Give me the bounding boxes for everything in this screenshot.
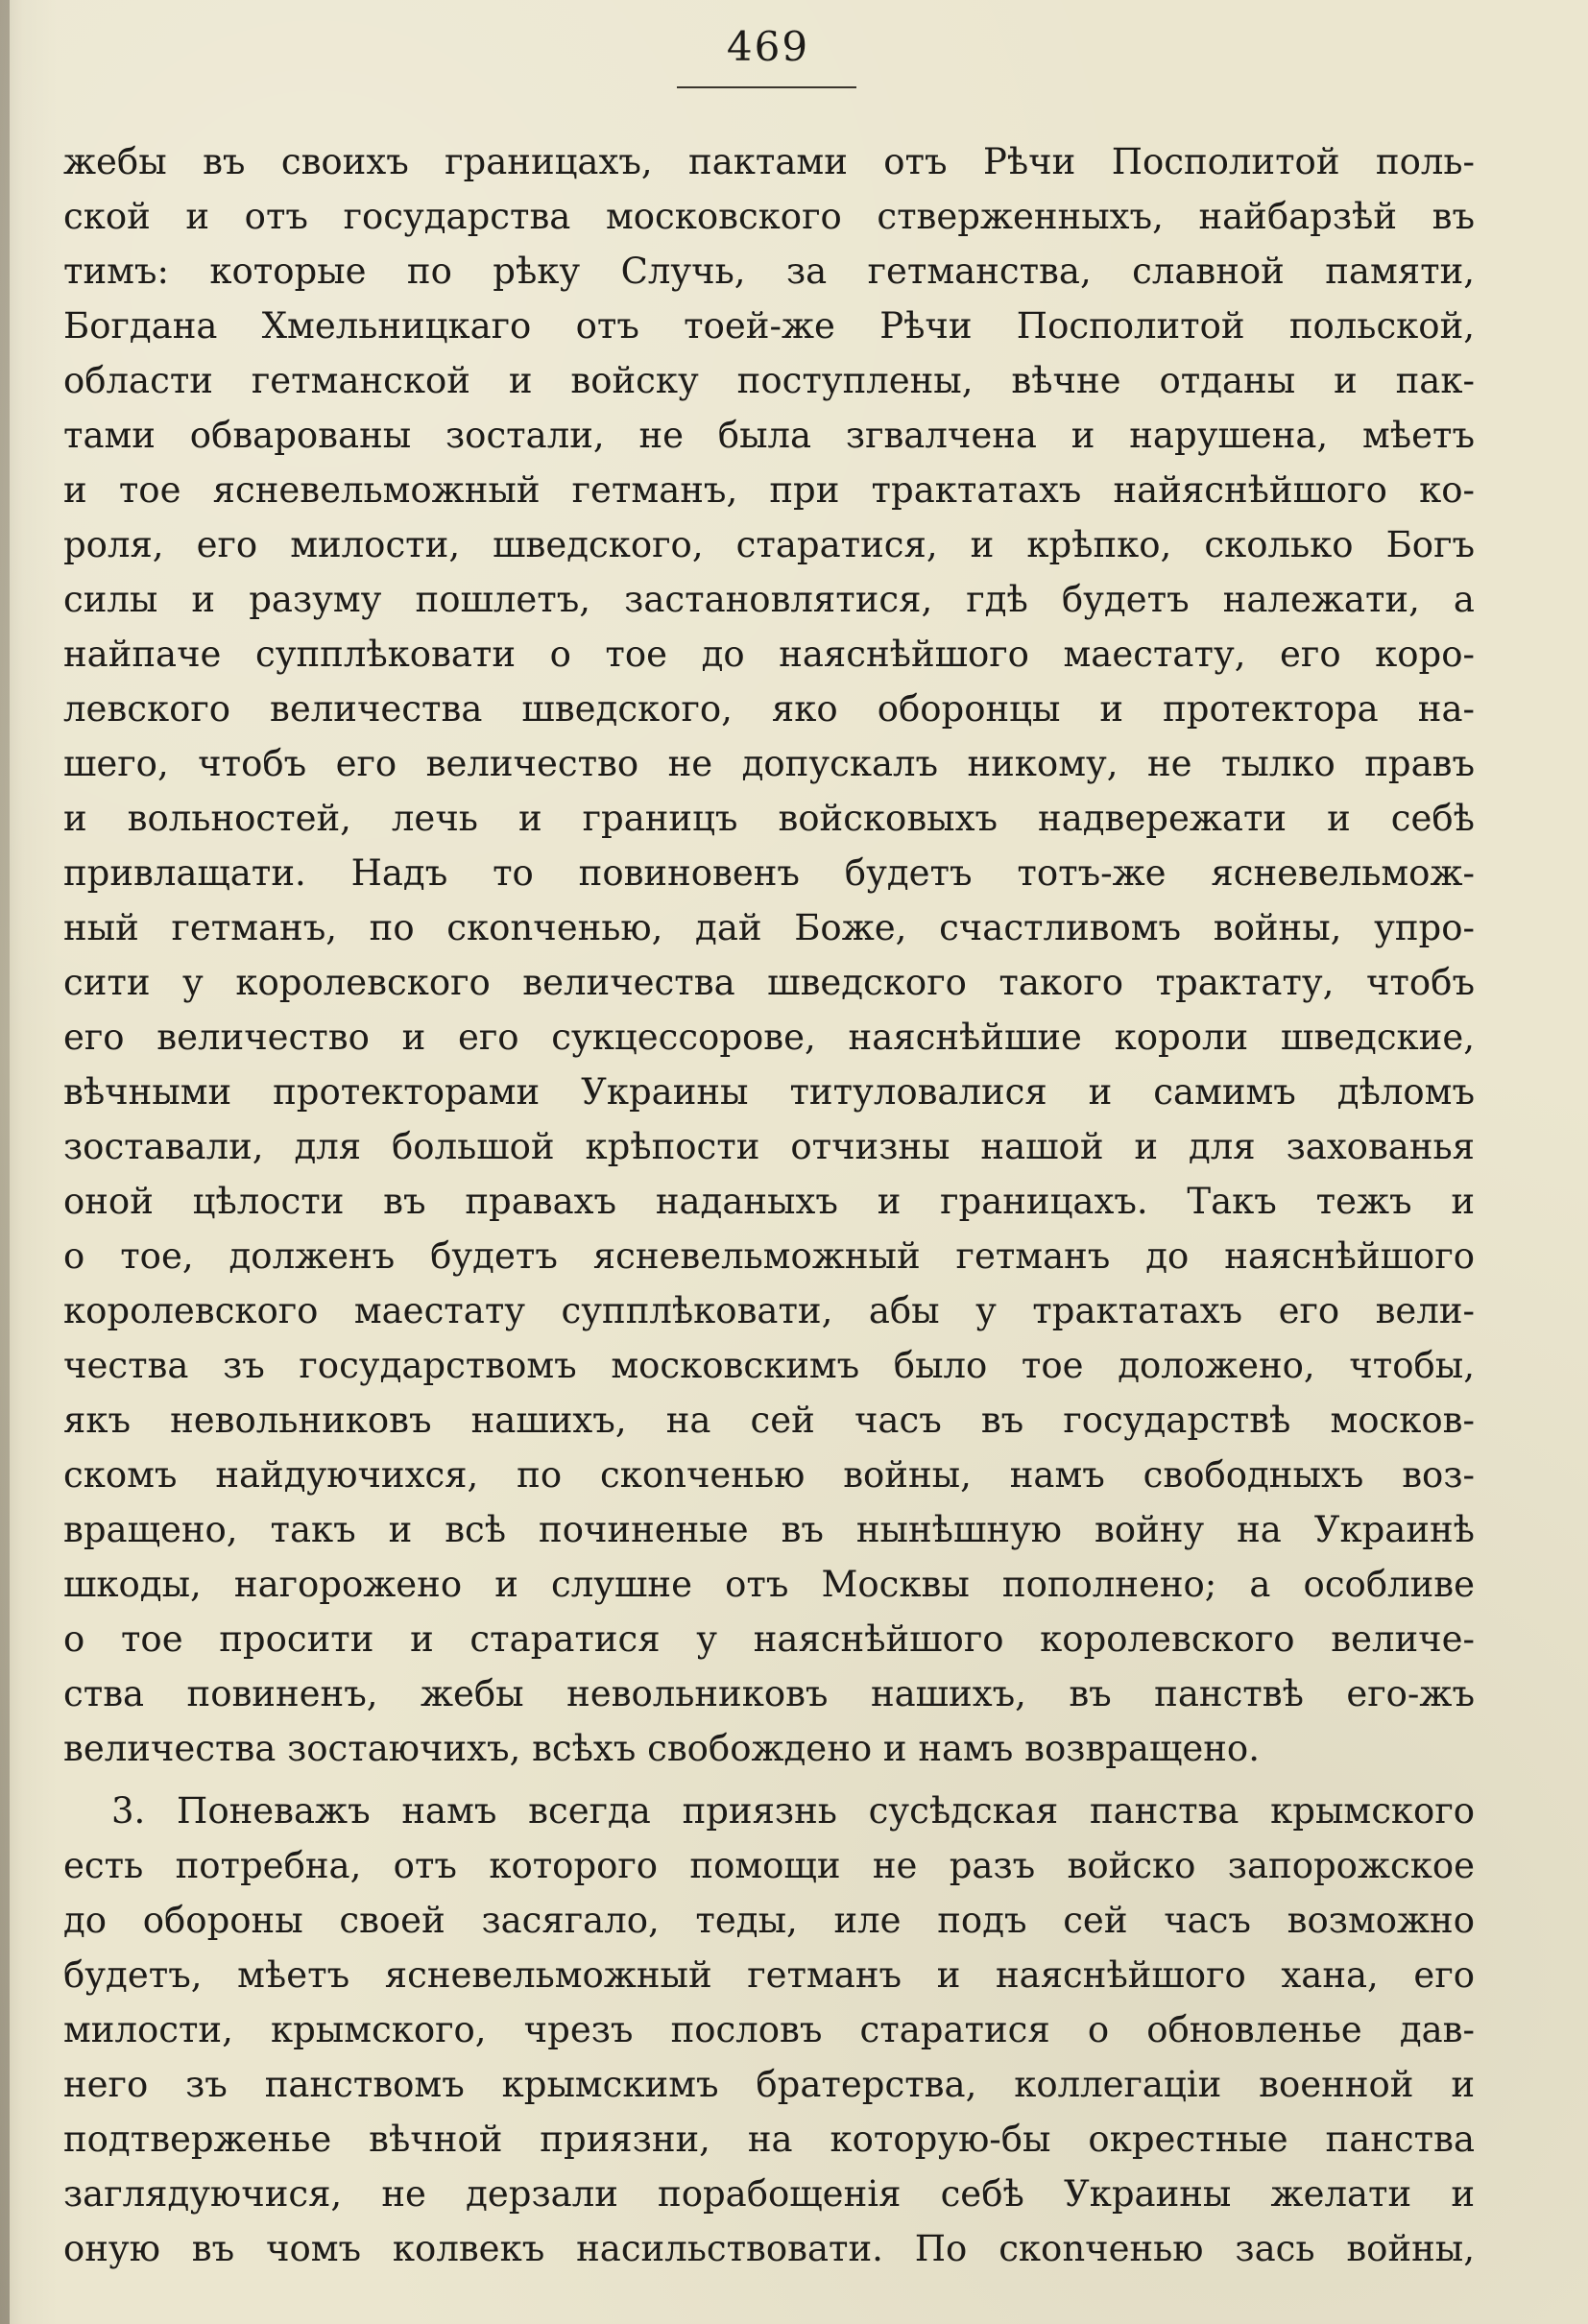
text-line: подтверженье вѣчной приязни, на которую-бы окрестные панства: [63, 2119, 1475, 2160]
text-line: до обороны своей засягало, теды, иле подъ сей часъ возможно: [63, 1900, 1475, 1941]
text-line: оную въ чомъ колвекъ насильствовати. По скonченью зась войны,: [63, 2228, 1475, 2269]
text-line: сити у королевского величества шведского такого трактату, чтобъ: [63, 962, 1475, 1003]
text-line: заглядуючися, не дерзали порабощенiя себѣ Украины желати и: [63, 2173, 1475, 2215]
body-text: [63, 134, 1475, 2276]
text-line: есть потребна, отъ которого помощи не разъ войско запорожское: [63, 1845, 1475, 1886]
text-line: найпаче супплѣковати о тое до наяснѣйшого маестату, его коро-: [63, 634, 1475, 675]
text-line: о тое, долженъ будетъ ясневельможный гетманъ до наяснѣйшого: [63, 1235, 1475, 1277]
text-line: ный гетманъ, по скonченью, дай Боже, счастливомъ войны, упро-: [63, 907, 1475, 948]
text-line: роля, его милости, шведского, старатися, и крѣпко, сколько Богъ: [63, 524, 1475, 565]
text-line: 3. Поневажъ намъ всегда приязнь сусѣдская панства крымского: [111, 1790, 1475, 1832]
text-line: тами обварованы зостали, не была згвалчена и нарушена, мѣетъ: [63, 415, 1475, 456]
text-line: королевского маестату супплѣковати, абы у трактатахъ его вели-: [63, 1290, 1475, 1331]
text-line: силы и разуму пошлетъ, застановлятися, гдѣ будетъ належати, а: [63, 579, 1475, 620]
paragraph-gap: [63, 1776, 1475, 1784]
text-line: левского величества шведского, яко оборонцы и протектора на-: [63, 688, 1475, 730]
text-line: будетъ, мѣетъ ясневельможный гетманъ и наяснѣйшого хана, его: [63, 1954, 1475, 1996]
text-line: Богдана Хмельницкаго отъ тоей-же Рѣчи Посполитой польской,: [63, 305, 1475, 347]
text-line: оной цѣлости въ правахъ наданыхъ и границахъ. Такъ тежъ и: [63, 1181, 1475, 1222]
text-line: величества зостаючихъ, всѣхъ свобождено и намъ возвращено.: [63, 1728, 1260, 1769]
text-line: шкоды, нагорожено и слушне отъ Москвы пополнено; а особливе: [63, 1564, 1475, 1605]
text-line: области гетманской и войску поступлены, вѣчне отданы и пак-: [63, 360, 1475, 401]
text-line: милости, крымского, чрезъ пословъ старатися о обновленье дав-: [63, 2009, 1475, 2050]
text-line: него зъ панствомъ крымскимъ братерства, коллегацiи военной и: [63, 2064, 1475, 2105]
text-line: шего, чтобъ его величество не допускалъ никому, не тылко правъ: [63, 743, 1475, 784]
text-line: его величество и его сукцессорове, наяснѣйшие короли шведские,: [63, 1017, 1475, 1058]
text-line: и тое ясневельможный гетманъ, при трактатахъ найяснѣйшого ко-: [63, 469, 1475, 511]
text-line: чества зъ государствомъ московскимъ было тое доложено, чтобы,: [63, 1345, 1475, 1386]
text-line: и вольностей, лечь и границъ войсковыхъ надвережати и себѣ: [63, 798, 1475, 839]
text-line: скомъ найдуючихся, по скonченью войны, намъ свободныхъ воз-: [63, 1454, 1475, 1496]
text-line: якъ невольниковъ нашихъ, на сей часъ въ государствѣ москов-: [63, 1400, 1475, 1441]
text-line: жебы въ своихъ границахъ, пактами отъ Рѣчи Посполитой поль-: [63, 141, 1475, 182]
page-number: 469: [726, 23, 810, 70]
text-line: о тое просити и старатися у наяснѣйшого королевского величе-: [63, 1618, 1475, 1660]
text-line: ской и отъ государства московского стверженныхъ, найбарзѣй въ: [63, 196, 1475, 237]
text-line: тимъ: которые по рѣку Случь, за гетманства, славной памяти,: [63, 251, 1475, 292]
text-line: привлащати. Надъ то повиновенъ будетъ тотъ-же ясневельмож-: [63, 852, 1475, 894]
page-number-rule: [677, 86, 856, 88]
page-left-edge: [0, 0, 10, 2324]
text-line: вращено, такъ и всѣ починеные въ нынѣшную войну на Украинѣ: [63, 1509, 1475, 1550]
text-line: вѣчными протекторами Украины титуловалися и самимъ дѣломъ: [63, 1071, 1475, 1113]
text-line: ства повиненъ, жебы невольниковъ нашихъ, въ панствѣ его-жъ: [63, 1673, 1475, 1714]
text-line: зоставали, для большой крѣпости отчизны нашой и для захованья: [63, 1126, 1475, 1167]
